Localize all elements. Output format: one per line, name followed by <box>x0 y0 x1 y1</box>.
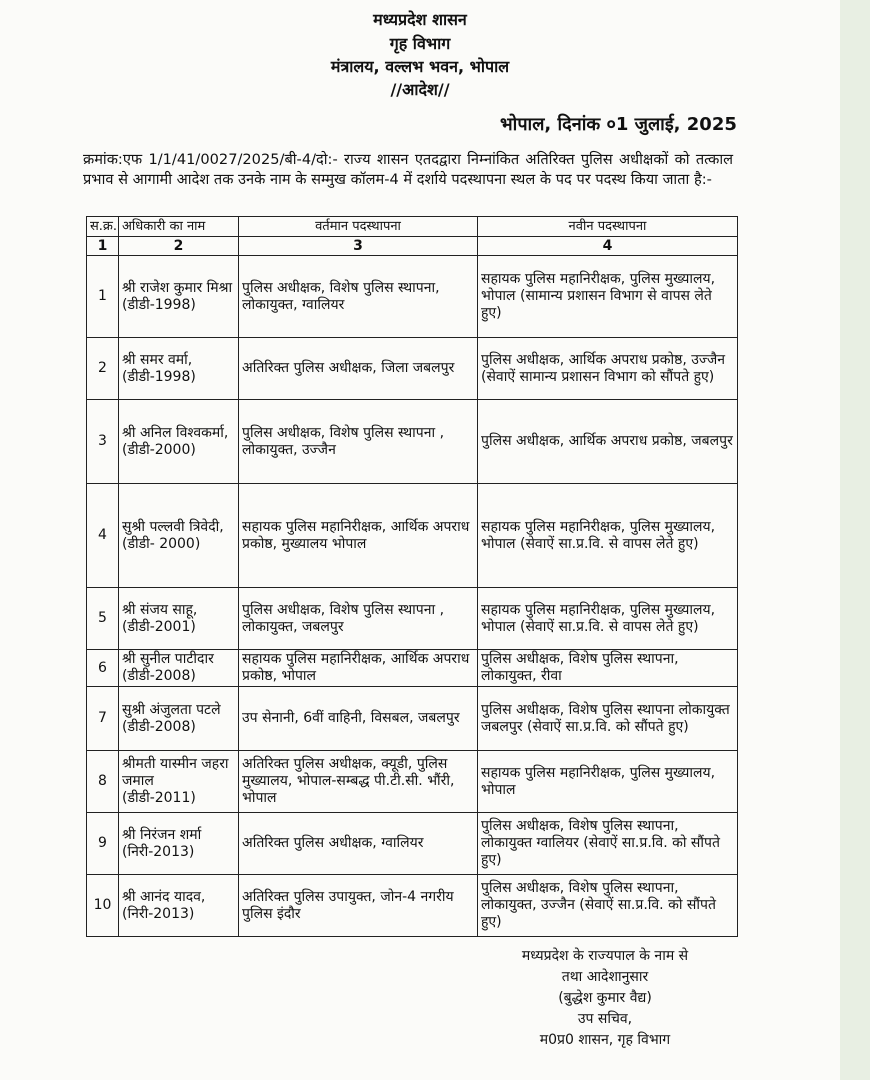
row-current-posting: अतिरिक्त पुलिस अधीक्षक, जिला जबलपुर <box>239 338 478 400</box>
order-date: भोपाल, दिनांक ०1 जुलाई, 2025 <box>500 114 737 135</box>
officer-batch: (डीडी-2001) <box>122 618 196 635</box>
row-sno: 8 <box>87 751 119 813</box>
signatory-office: म0प्र0 शासन, गृह विभाग <box>539 1032 671 1048</box>
row-officer <box>119 813 239 875</box>
order-text: क्रमांक:एफ 1/1/41/0027/2025/बी-4/दो:- राज्य शासन एतदद्वारा निम्नांकित अतिरिक्त पुलिस अधीक्षकों को तत्काल प्रभाव से आगामी आदेश तक उनके नाम के सम्मुख कॉलम-4 में दर्शाये पदस्थापना स्थल के पद पर पदस्थ किया जाता है:- <box>83 151 733 188</box>
header-state: मध्यप्रदेश शासन <box>373 10 467 29</box>
row-new-posting: सहायक पुलिस महानिरीक्षक, पुलिस मुख्यालय, भोपाल (सामान्य प्रशासन विभाग से वापस लेते हुए) <box>478 256 738 338</box>
row-sno: 2 <box>87 338 119 400</box>
officer-batch: (डीडी-2011) <box>122 790 196 806</box>
row-current-posting: अतिरिक्त पुलिस उपायुक्त, जोन-4 नगरीय पुलिस इंदौर <box>239 875 478 937</box>
table-row <box>87 875 738 937</box>
header-current-posting: वर्तमान पदस्थापना <box>239 217 478 237</box>
signatory-designation: उप सचिव, <box>577 1011 633 1027</box>
officer-name: सुश्री पल्लवी त्रिवेदी, <box>122 518 224 535</box>
column-number-row <box>87 237 738 256</box>
officer-batch: (निरी-2013) <box>122 843 195 860</box>
officer-name: श्री आनंद यादव, <box>122 888 206 905</box>
row-new-posting: पुलिस अधीक्षक, आर्थिक अपराध प्रकोष्ठ, उज्जैन (सेवाऐं सामान्य प्रशासन विभाग को सौंपते हुए) <box>478 338 738 400</box>
row-sno: 9 <box>87 813 119 875</box>
row-officer <box>119 588 239 650</box>
header-order-title: //आदेश// <box>390 80 450 99</box>
table-row <box>87 588 738 650</box>
officer-name: श्री राजेश कुमार मिश्रा <box>122 279 233 296</box>
table-row <box>87 484 738 588</box>
row-sno: 10 <box>87 875 119 937</box>
row-current-posting: पुलिस अधीक्षक, विशेष पुलिस स्थापना , लोकायुक्त, जबलपुर <box>239 588 478 650</box>
table-row <box>87 650 738 687</box>
signature-block <box>490 946 720 1051</box>
row-officer <box>119 338 239 400</box>
officer-batch: (निरी-2013) <box>122 905 195 922</box>
row-officer <box>119 650 239 687</box>
officer-name: श्री समर वर्मा, <box>122 351 193 368</box>
officer-name: श्री सुनील पाटीदार <box>122 651 214 667</box>
row-sno: 3 <box>87 400 119 484</box>
row-officer <box>119 875 239 937</box>
row-officer <box>119 484 239 588</box>
officer-name: श्री निरंजन शर्मा <box>122 826 202 843</box>
row-sno: 7 <box>87 687 119 751</box>
table-row <box>87 256 738 338</box>
row-current-posting: उप सेनानी, 6वीं वाहिनी, विसबल, जबलपुर <box>239 687 478 751</box>
row-new-posting: सहायक पुलिस महानिरीक्षक, पुलिस मुख्यालय, भोपाल <box>478 751 738 813</box>
row-sno: 4 <box>87 484 119 588</box>
table-row <box>87 813 738 875</box>
col-number: 1 <box>87 237 119 256</box>
row-current-posting: पुलिस अधीक्षक, विशेष पुलिस स्थापना, लोकायुक्त, ग्वालियर <box>239 256 478 338</box>
header-new-posting: नवीन पदस्थापना <box>478 217 738 237</box>
officer-batch: (डीडी-1998) <box>122 368 196 385</box>
col-number: 2 <box>119 237 239 256</box>
header-address: मंत्रालय, वल्लभ भवन, भोपाल <box>330 57 510 76</box>
table-row <box>87 400 738 484</box>
officer-batch: (डीडी- 2000) <box>122 535 201 552</box>
row-new-posting: पुलिस अधीक्षक, विशेष पुलिस स्थापना, लोकायुक्त, उज्जैन (सेवाऐं सा.प्र.वि. को सौंपते हुए) <box>478 875 738 937</box>
officer-name: श्री अनिल विश्वकर्मा, <box>122 424 229 441</box>
signature-line: मध्यप्रदेश के राज्यपाल के नाम से <box>521 948 689 964</box>
row-sno: 6 <box>87 650 119 687</box>
signatory-name: (बुद्धेश कुमार वैद्य) <box>558 990 652 1006</box>
signature-line: तथा आदेशानुसार <box>561 969 649 985</box>
table-row <box>87 687 738 751</box>
row-new-posting: पुलिस अधीक्षक, आर्थिक अपराध प्रकोष्ठ, जबलपुर <box>478 400 738 484</box>
row-new-posting: पुलिस अधीक्षक, विशेष पुलिस स्थापना, लोकायुक्त ग्वालियर (सेवाऐं सा.प्र.वि. को सौंपते हुए) <box>478 813 738 875</box>
row-officer <box>119 400 239 484</box>
row-current-posting: पुलिस अधीक्षक, विशेष पुलिस स्थापना , लोकायुक्त, उज्जैन <box>239 400 478 484</box>
col-number: 3 <box>239 237 478 256</box>
row-new-posting: पुलिस अधीक्षक, विशेष पुलिस स्थापना, लोकायुक्त, रीवा <box>478 650 738 687</box>
col-number: 4 <box>478 237 738 256</box>
officer-batch: (डीडी-2008) <box>122 668 196 684</box>
row-current-posting: सहायक पुलिस महानिरीक्षक, आर्थिक अपराध प्रकोष्ठ, मुख्यालय भोपाल <box>239 484 478 588</box>
officer-batch: (डीडी-2008) <box>122 718 196 735</box>
header-department: गृह विभाग <box>389 34 451 53</box>
row-new-posting: पुलिस अधीक्षक, विशेष पुलिस स्थापना लोकायुक्त जबलपुर (सेवाऐं सा.प्र.वि. को सौंपते हुए) <box>478 687 738 751</box>
row-officer <box>119 256 239 338</box>
row-current-posting: अतिरिक्त पुलिस अधीक्षक, ग्वालियर <box>239 813 478 875</box>
row-officer <box>119 687 239 751</box>
table-row <box>87 338 738 400</box>
officer-name: सुश्री अंजुलता पटले <box>122 701 221 718</box>
officer-batch: (डीडी-1998) <box>122 296 196 313</box>
header-officer-name: अधिकारी का नाम <box>119 217 239 237</box>
header-sno: स.क्र. <box>87 217 119 237</box>
officer-name: श्री संजय साहू, <box>122 601 198 618</box>
row-sno: 1 <box>87 256 119 338</box>
row-new-posting: सहायक पुलिस महानिरीक्षक, पुलिस मुख्यालय, भोपाल (सेवाऐं सा.प्र.वि. से वापस लेते हुए) <box>478 484 738 588</box>
row-current-posting: सहायक पुलिस महानिरीक्षक, आर्थिक अपराध प्रकोष्ठ, भोपाल <box>239 650 478 687</box>
row-sno: 5 <box>87 588 119 650</box>
row-officer <box>119 751 239 813</box>
row-new-posting: सहायक पुलिस महानिरीक्षक, पुलिस मुख्यालय, भोपाल (सेवाऐं सा.प्र.वि. से वापस लेते हुए) <box>478 588 738 650</box>
officer-batch: (डीडी-2000) <box>122 441 196 458</box>
posting-table <box>86 216 738 937</box>
table-row <box>87 751 738 813</box>
page-edge <box>840 0 870 1080</box>
table-header-row <box>87 217 738 237</box>
officer-name: श्रीमती यास्मीन जहरा जमाल <box>122 756 229 789</box>
row-current-posting: अतिरिक्त पुलिस अधीक्षक, क्यूडी, पुलिस मुख्यालय, भोपाल-सम्बद्ध पी.टी.सी. भौंरी, भोपाल <box>239 751 478 813</box>
